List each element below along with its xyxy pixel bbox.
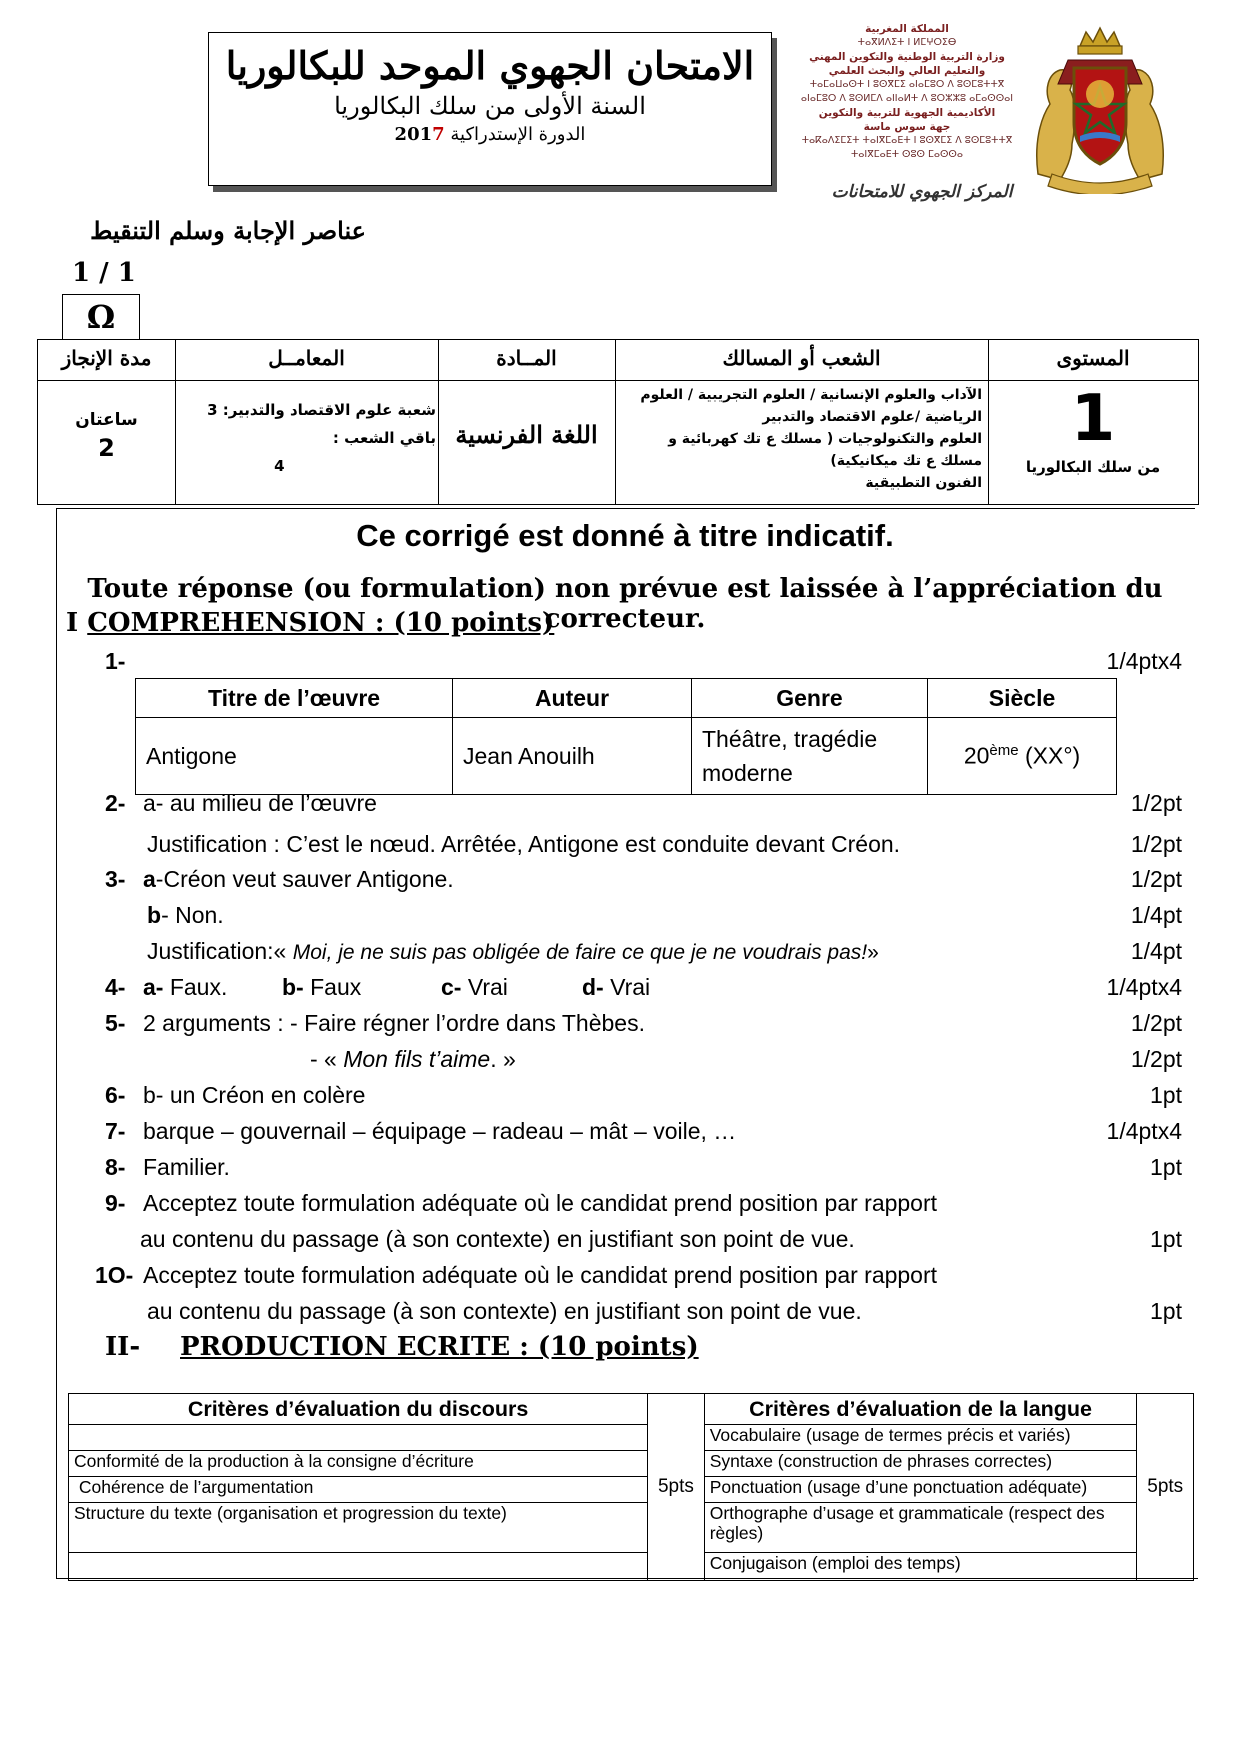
q3-b-text: - Non. [161, 902, 224, 928]
streams-line: الرياضية /علوم الاقتصاد والتدبير [762, 409, 982, 425]
q3-b-points: 1/4pt [1130, 902, 1182, 928]
language-criterion-punctuation: Ponctuation (usage d’une ponctuation adéquate) [704, 1477, 1137, 1503]
criteria-table [68, 1393, 1194, 1581]
oeuvre-header-title: Titre de l’œuvre [136, 679, 453, 718]
q10-points: 1pt [1150, 1298, 1182, 1324]
oeuvre-data-row [136, 718, 1117, 795]
q1-points: 1/4ptx4 [1106, 648, 1182, 674]
criteria-row-2 [69, 1451, 1194, 1477]
section2-roman: II- [105, 1332, 141, 1362]
criteria-row-3 [69, 1477, 1194, 1503]
criteria-row-5 [69, 1553, 1194, 1581]
q4-item-d [582, 974, 650, 1001]
session-year [395, 124, 445, 145]
q4-a-text: Faux. [163, 974, 228, 1000]
exam-title-box [208, 32, 772, 186]
q5-arg2-prefix: - « [310, 1046, 344, 1072]
q3-justif-quote: Moi, je ne suis pas obligée de faire ce que je ne voudrais pas! [292, 941, 868, 964]
section2-heading: PRODUCTION ECRITE : (10 points) [180, 1332, 699, 1362]
q5-argument1: 2 arguments : - Faire régner l’ordre dans Thèbes. [143, 1010, 645, 1036]
q4-number: 4- [105, 974, 126, 1000]
q4-item-a [143, 974, 227, 1001]
oeuvre-table [135, 678, 1117, 795]
q4-item-b [282, 974, 361, 1001]
streams-line: مسلك ع تك ميكانيكية) [830, 453, 982, 469]
section1-title [66, 608, 554, 638]
discourse-criterion-coherence: Cohérence de l’argumentation [69, 1477, 648, 1503]
q3-justification [147, 938, 879, 965]
q9-points: 1pt [1150, 1226, 1182, 1252]
level-cell [988, 380, 1198, 476]
ministry-line: الأكاديمية الجهوية للتربية والتكوين [818, 107, 996, 119]
duration-cell [38, 410, 175, 462]
q4-b-letter: b- [282, 974, 304, 1000]
exam-session [209, 124, 771, 145]
ministry-line: ⵜⴰⴽⴰⴷⵉⵎⵉⵜ ⵜⴰⵏⴳⵎⴰⴹⵜ ⵏ ⵓⵙⴳⵎⵉ ⴷ ⵓⵙⵎⵓⵜⵜⴳ [801, 135, 1013, 146]
q1-number: 1- [105, 648, 126, 674]
duration-word: ساعتان [75, 410, 138, 430]
q9-line2: au contenu du passage (à son contexte) en justifiant son point de vue. [140, 1226, 855, 1252]
subject-value: اللغة الفرنسية [455, 420, 598, 449]
ministry-line: جهة سوس ماسة [863, 121, 951, 133]
streams-line: الآداب والعلوم الإنسانية / العلوم التجريبية / العلوم [640, 387, 982, 403]
q2-justification-points: 1/2pt [1130, 831, 1182, 857]
section1-roman: I [66, 608, 79, 638]
q8-number: 8- [105, 1154, 126, 1180]
level-value: 1 [1070, 382, 1116, 456]
q4-points: 1/4ptx4 [1106, 974, 1182, 1000]
oeuvre-header-century: Siècle [928, 679, 1117, 718]
q2-justification: Justification : C’est le nœud. Arrêtée, Antigone est conduite devant Créon. [147, 831, 901, 857]
language-criterion-vocabulary: Vocabulaire (usage de termes précis et variés) [704, 1425, 1137, 1451]
header-subject: المــادة [496, 346, 557, 370]
century-number: 20 [963, 742, 990, 769]
q7-number: 7- [105, 1118, 126, 1144]
genre-line2: moderne [702, 760, 793, 786]
q3-a-text: -Créon veut sauver Antigone. [155, 866, 454, 892]
coef-line1-value: 3 [207, 401, 218, 419]
q7-points: 1/4ptx4 [1106, 1118, 1182, 1144]
q3-justif-close: » [867, 941, 879, 964]
genre-line1: Théâtre, tragédie [702, 726, 878, 752]
exam-year-level: السنة الأولى من سلك البكالوريا [334, 92, 646, 120]
duration-value: 2 [98, 434, 115, 462]
q6-number: 6- [105, 1082, 126, 1108]
q3-b-letter: b [147, 902, 162, 928]
ministry-block [792, 22, 1022, 162]
corrige-instruction: Toute réponse (ou formulation) non prévue est laissée à l’appréciation du correcteur. [87, 574, 1163, 634]
discourse-criterion-1 [69, 1425, 648, 1451]
page-number: 1 / 1 [72, 258, 136, 288]
criteria-row-4 [69, 1503, 1194, 1553]
oeuvre-title: Antigone [136, 718, 453, 795]
language-points: 5pts [1137, 1394, 1194, 1581]
q3-a-points: 1/2pt [1130, 866, 1182, 892]
q6-points: 1pt [1150, 1082, 1182, 1108]
session-label: الدورة الإستدراكية [450, 124, 586, 145]
oeuvre-century [928, 718, 1117, 795]
coef-line2-label: باقي الشعب : [332, 429, 436, 447]
q4-d-text: Vrai [603, 974, 651, 1000]
century-sup: ème [989, 742, 1019, 760]
omega-box: Ω [62, 294, 140, 340]
q3-a-letter: a [143, 866, 156, 892]
q5-argument2 [310, 1046, 516, 1073]
streams-cell [622, 384, 982, 494]
q10-number: 1O- [95, 1262, 134, 1288]
discourse-criterion-5 [69, 1553, 648, 1581]
q5-argument1-points: 1/2pt [1130, 1010, 1182, 1036]
ministry-line: ⵜⴰⵎⴰⵡⴰⵙⵜ ⵏ ⵓⵙⴳⵎⵉ ⴰⵏⴰⵎⵓⵔ ⴷ ⵓⵙⵎⵓⵜⵜⴳ [809, 79, 1005, 90]
coef-line-others [178, 424, 436, 480]
section1-heading: COMPREHENSION : (10 points) [87, 608, 555, 638]
q2-number: 2- [105, 790, 126, 816]
q4-d-letter: d- [582, 974, 604, 1000]
oeuvre-header-genre: Genre [692, 679, 928, 718]
ministry-line: والتعليم العالي والبحث العلمي [828, 65, 986, 77]
discourse-criterion-conformity: Conformité de la production à la consigne d’écriture [69, 1451, 648, 1477]
q2-points: 1/2pt [1130, 790, 1182, 816]
ministry-line: المملكة المغربية [865, 23, 949, 35]
q3-b [147, 902, 224, 929]
century-roman: (XX°) [1018, 742, 1081, 769]
oeuvre-header-author: Auteur [453, 679, 692, 718]
q4-a-letter: a- [143, 974, 164, 1000]
q2-answer: a- au milieu de l’œuvre [143, 790, 377, 816]
q3-justif-label: Justification:« [147, 938, 293, 964]
corrige-notice: Ce corrigé est donné à titre indicatif. [356, 518, 894, 553]
q9-number: 9- [105, 1190, 126, 1216]
q10-line2: au contenu du passage (à son contexte) en justifiant son point de vue. [147, 1298, 862, 1324]
year-prefix: 201 [394, 124, 433, 145]
criteria-header-row [69, 1394, 1194, 1425]
ministry-line: ⴰⵏⴰⵎⵓⵔ ⴷ ⵓⵙⵍⵎⴷ ⴰⵏⵏⴰⵍⵜ ⴷ ⵓⵔⵣⵣⵓ ⴰⵎⴰⵙⵙⴰⵏ [800, 93, 1014, 104]
q3-justification-points: 1/4pt [1130, 938, 1182, 964]
language-criterion-conjugation: Conjugaison (emploi des temps) [704, 1553, 1137, 1581]
year-last-digit: 7 [432, 124, 445, 145]
header-duration: مدة الإنجاز [61, 346, 152, 370]
discourse-points: 5pts [648, 1394, 705, 1581]
ministry-line: ⵜⴰⴳⵍⴷⵉⵜ ⵏ ⵍⵎⵖⵔⵉⴱ [857, 37, 957, 48]
q6-answer: b- un Créon en colère [143, 1082, 366, 1108]
language-criteria-header: Critères d’évaluation de la langue [704, 1394, 1137, 1425]
q8-points: 1pt [1150, 1154, 1182, 1180]
q8-answer: Familier. [143, 1154, 230, 1180]
criteria-row-1 [69, 1425, 1194, 1451]
answer-key-heading: عناصر الإجابة وسلم التنقيط [90, 216, 366, 245]
q4-c-letter: c- [441, 974, 462, 1000]
discourse-criteria-header: Critères d’évaluation du discours [69, 1394, 648, 1425]
header-level: المستوى [1056, 346, 1130, 370]
q4-c-text: Vrai [461, 974, 508, 1000]
ministry-line: ⵜⴰⵏⴳⵎⴰⴹⵜ ⵙⵓⵙ ⵎⴰⵙⵙⴰ [850, 149, 963, 160]
discourse-criterion-structure: Structure du texte (organisation et progression du texte) [69, 1503, 648, 1553]
level-caption: من سلك البكالوريا [1025, 458, 1161, 476]
q3-a [143, 866, 454, 893]
coef-line2-value: 4 [274, 457, 285, 475]
q5-arg2-quote: Mon fils t’aime [343, 1046, 491, 1072]
q5-arg2-suffix: . » [490, 1046, 516, 1072]
coefficient-cell [178, 396, 436, 480]
header-coefficient: المعامــل [268, 346, 345, 370]
q4-item-c [441, 974, 508, 1001]
coef-line-economics [178, 396, 436, 424]
q9-line1: Acceptez toute formulation adéquate où le candidat prend position par rapport [143, 1190, 938, 1216]
q10-line1: Acceptez toute formulation adéquate où le candidat prend position par rapport [143, 1262, 938, 1288]
language-criterion-spelling: Orthographe d’usage et grammaticale (respect des règles) [704, 1503, 1137, 1553]
language-criterion-syntax: Syntaxe (construction de phrases correctes) [704, 1451, 1137, 1477]
coef-line1-label: شعبة علوم الاقتصاد والتدبير: [222, 401, 436, 419]
exam-title: الامتحان الجهوي الموحد للبكالوريا [225, 43, 755, 88]
oeuvre-header-row [136, 679, 1117, 718]
oeuvre-genre [692, 718, 928, 795]
header-streams: الشعب أو المسالك [722, 346, 881, 370]
streams-line: العلوم والتكنولوجيات ( مسلك ع تك كهربائية و [668, 431, 982, 447]
exam-center-label: المركز الجهوي للامتحانات [831, 182, 1013, 202]
royal-coat-of-arms-icon [1030, 24, 1170, 194]
ministry-line: وزارة التربية الوطنية والتكوين المهني [809, 51, 1005, 63]
exam-info-table [37, 339, 1199, 505]
q5-number: 5- [105, 1010, 126, 1036]
q5-argument2-points: 1/2pt [1130, 1046, 1182, 1072]
q3-number: 3- [105, 866, 126, 892]
q7-answer: barque – gouvernail – équipage – radeau – mât – voile, … [143, 1118, 737, 1144]
oeuvre-author: Jean Anouilh [453, 718, 692, 795]
q4-b-text: Faux [303, 974, 362, 1000]
streams-line: الفنون التطبيقية [865, 475, 982, 491]
